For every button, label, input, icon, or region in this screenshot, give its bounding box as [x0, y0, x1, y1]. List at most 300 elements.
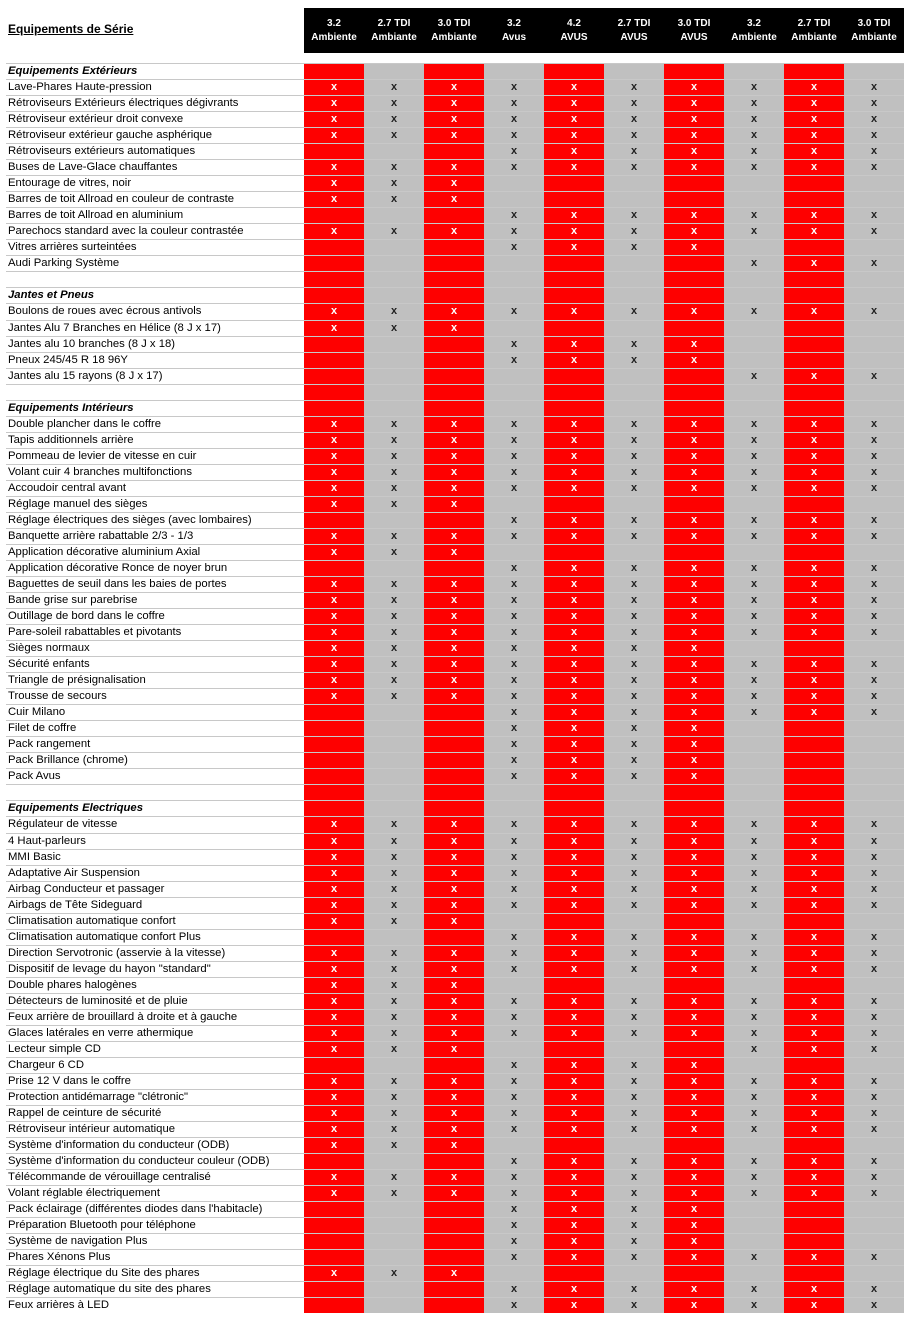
feature-cell [844, 1266, 904, 1281]
feature-cell: x [484, 1186, 544, 1201]
feature-cell: x [484, 96, 544, 111]
feature-cell: x [844, 1042, 904, 1057]
feature-cell: x [664, 449, 724, 464]
section-row [6, 287, 904, 303]
feature-cell: x [784, 850, 844, 865]
column-header-engine: 3.2 [327, 17, 341, 29]
feature-cell: x [364, 577, 424, 592]
feature-label: Dispositif de levage du hayon "standard" [8, 962, 211, 975]
feature-cell: x [784, 609, 844, 624]
feature-cell: x [724, 673, 784, 688]
feature-cell: x [304, 433, 364, 448]
feature-cell [364, 208, 424, 223]
feature-cell: x [304, 1266, 364, 1281]
feature-cell [724, 1058, 784, 1073]
spacer-row [6, 784, 904, 800]
table-row [6, 191, 904, 207]
feature-cell: x [364, 80, 424, 95]
feature-cell: x [784, 673, 844, 688]
feature-cell: x [544, 657, 604, 672]
feature-label: Trousse de secours [8, 690, 107, 703]
feature-cell: x [724, 1010, 784, 1025]
feature-cell: x [664, 417, 724, 432]
table-row [6, 720, 904, 736]
feature-cell: x [364, 224, 424, 239]
feature-cell: x [664, 898, 724, 913]
feature-cell: x [304, 882, 364, 897]
feature-cell [304, 208, 364, 223]
feature-cell: x [604, 208, 664, 223]
feature-cell [664, 978, 724, 993]
feature-cell [304, 801, 364, 816]
feature-cell [364, 1154, 424, 1169]
table-row [6, 223, 904, 239]
feature-cell: x [484, 721, 544, 736]
table-row [6, 1073, 904, 1089]
feature-cell: x [784, 1106, 844, 1121]
feature-cell: x [544, 513, 604, 528]
feature-cell: x [544, 1090, 604, 1105]
feature-cell: x [784, 433, 844, 448]
feature-cell: x [544, 112, 604, 127]
feature-cell: x [604, 1202, 664, 1217]
table-row [6, 640, 904, 656]
feature-cell [844, 545, 904, 560]
feature-label: MMI Basic [8, 850, 61, 863]
feature-cell: x [484, 641, 544, 656]
feature-cell: x [664, 1090, 724, 1105]
feature-cell: x [544, 641, 604, 656]
feature-label: Airbag Conducteur et passager [8, 882, 165, 895]
feature-label: Lave-Phares Haute-pression [8, 81, 152, 94]
feature-cell: x [484, 834, 544, 849]
feature-cell: x [604, 1122, 664, 1137]
feature-cell: x [844, 513, 904, 528]
feature-cell: x [664, 337, 724, 352]
feature-cell: x [724, 866, 784, 881]
feature-cell: x [604, 1058, 664, 1073]
feature-cell: x [664, 529, 724, 544]
feature-cell [364, 930, 424, 945]
feature-cell: x [784, 1250, 844, 1265]
feature-cell: x [724, 882, 784, 897]
feature-cell: x [784, 304, 844, 319]
feature-cell: x [664, 1106, 724, 1121]
column-header-engine: 3.0 TDI [437, 17, 471, 29]
feature-cell [604, 497, 664, 512]
feature-cell: x [604, 753, 664, 768]
feature-label: Adaptative Air Suspension [8, 866, 140, 879]
feature-cell: x [604, 930, 664, 945]
section-row [6, 63, 904, 79]
feature-cell [544, 545, 604, 560]
feature-cell [784, 1202, 844, 1217]
feature-cell: x [304, 417, 364, 432]
column-header-engine: 2.7 TDI [617, 17, 651, 29]
feature-cell: x [604, 160, 664, 175]
feature-cell: x [424, 128, 484, 143]
feature-cell: x [304, 834, 364, 849]
feature-cell [544, 785, 604, 800]
feature-cell [364, 753, 424, 768]
feature-label: Jantes alu 15 rayons (8 J x 17) [8, 369, 163, 382]
column-header [544, 8, 604, 53]
feature-label: Filet de coffre [8, 722, 77, 735]
table-row [6, 464, 904, 480]
feature-cell: x [784, 112, 844, 127]
feature-cell [604, 321, 664, 336]
feature-cell [724, 385, 784, 400]
feature-cell [724, 272, 784, 287]
section-title: Equipements Extérieurs [8, 65, 138, 77]
feature-cell: x [304, 1106, 364, 1121]
feature-cell: x [724, 529, 784, 544]
feature-cell: x [604, 433, 664, 448]
feature-cell [364, 1218, 424, 1233]
feature-cell: x [484, 481, 544, 496]
feature-cell: x [604, 529, 664, 544]
feature-cell [844, 769, 904, 784]
feature-cell: x [664, 721, 724, 736]
feature-cell: x [544, 946, 604, 961]
feature-cell: x [784, 898, 844, 913]
table-row [6, 897, 904, 913]
feature-cell [364, 1202, 424, 1217]
feature-cell: x [724, 577, 784, 592]
feature-label: Préparation Bluetooth pour téléphone [8, 1219, 196, 1232]
feature-cell: x [424, 1170, 484, 1185]
table-row [6, 239, 904, 255]
feature-cell: x [484, 609, 544, 624]
feature-cell: x [784, 96, 844, 111]
feature-cell [604, 385, 664, 400]
feature-cell [724, 641, 784, 656]
feature-cell: x [604, 1074, 664, 1089]
table-row [6, 1185, 904, 1201]
feature-cell: x [544, 577, 604, 592]
feature-cell: x [484, 737, 544, 752]
feature-cell: x [844, 1026, 904, 1041]
table-row [6, 1057, 904, 1073]
feature-cell [664, 914, 724, 929]
feature-cell [304, 1250, 364, 1265]
feature-cell [664, 176, 724, 191]
feature-cell: x [304, 978, 364, 993]
feature-cell [844, 753, 904, 768]
feature-cell: x [664, 561, 724, 576]
feature-cell: x [544, 337, 604, 352]
table-row [6, 1009, 904, 1025]
feature-cell [424, 1282, 484, 1297]
feature-cell: x [784, 817, 844, 832]
feature-cell: x [604, 689, 664, 704]
feature-cell: x [724, 817, 784, 832]
feature-cell: x [304, 593, 364, 608]
feature-label: Double phares halogènes [8, 978, 137, 991]
feature-cell [604, 1042, 664, 1057]
feature-cell [604, 369, 664, 384]
table-row [6, 1105, 904, 1121]
feature-cell [304, 385, 364, 400]
column-header-bar [304, 8, 904, 53]
column-header-trim: Ambiante [431, 31, 477, 43]
feature-cell: x [724, 834, 784, 849]
feature-cell [844, 801, 904, 816]
feature-cell [844, 1138, 904, 1153]
feature-cell [424, 753, 484, 768]
feature-cell: x [784, 417, 844, 432]
feature-cell: x [724, 465, 784, 480]
feature-cell: x [424, 882, 484, 897]
feature-cell: x [604, 641, 664, 656]
feature-label: Rappel de ceinture de sécurité [8, 1107, 162, 1120]
feature-cell: x [844, 128, 904, 143]
feature-cell [544, 272, 604, 287]
feature-cell: x [604, 609, 664, 624]
feature-cell [844, 1058, 904, 1073]
feature-cell: x [364, 1074, 424, 1089]
feature-cell [544, 401, 604, 416]
feature-cell: x [544, 962, 604, 977]
table-row [6, 207, 904, 223]
feature-cell: x [544, 625, 604, 640]
feature-cell [604, 1266, 664, 1281]
feature-cell [304, 256, 364, 271]
feature-cell [724, 1234, 784, 1249]
feature-cell [424, 1154, 484, 1169]
feature-cell [544, 1138, 604, 1153]
feature-cell: x [604, 850, 664, 865]
feature-cell: x [844, 673, 904, 688]
feature-label: Boulons de roues avec écrous antivols [8, 305, 202, 318]
feature-cell: x [364, 433, 424, 448]
column-header [844, 8, 904, 53]
table-row [6, 1153, 904, 1169]
feature-cell: x [424, 994, 484, 1009]
feature-cell: x [304, 946, 364, 961]
feature-cell: x [724, 850, 784, 865]
feature-cell [424, 1058, 484, 1073]
feature-cell: x [484, 1298, 544, 1313]
feature-cell: x [604, 128, 664, 143]
feature-cell [484, 401, 544, 416]
feature-cell: x [364, 1042, 424, 1057]
feature-cell: x [484, 1058, 544, 1073]
feature-cell [844, 1202, 904, 1217]
feature-cell: x [544, 481, 604, 496]
feature-cell [424, 353, 484, 368]
feature-cell: x [604, 705, 664, 720]
feature-cell [424, 1234, 484, 1249]
feature-cell: x [424, 898, 484, 913]
feature-cell: x [424, 1074, 484, 1089]
feature-cell [364, 1058, 424, 1073]
feature-cell [784, 545, 844, 560]
feature-cell [424, 288, 484, 303]
feature-cell: x [364, 1138, 424, 1153]
feature-cell: x [484, 962, 544, 977]
feature-label: Système de navigation Plus [8, 1235, 148, 1248]
feature-cell [664, 1266, 724, 1281]
feature-cell [304, 64, 364, 79]
feature-cell: x [304, 192, 364, 207]
feature-cell: x [664, 240, 724, 255]
feature-cell: x [544, 144, 604, 159]
feature-cell: x [424, 834, 484, 849]
feature-cell: x [844, 657, 904, 672]
feature-cell: x [664, 593, 724, 608]
feature-cell: x [784, 1010, 844, 1025]
feature-cell: x [844, 882, 904, 897]
feature-label: Rétroviseurs extérieurs automatiques [8, 145, 196, 158]
feature-cell: x [784, 1090, 844, 1105]
feature-cell: x [544, 817, 604, 832]
feature-cell: x [844, 529, 904, 544]
feature-cell: x [844, 144, 904, 159]
feature-cell [784, 497, 844, 512]
feature-cell [424, 785, 484, 800]
feature-cell [604, 801, 664, 816]
feature-label: Cuir Milano [8, 706, 66, 719]
feature-cell [424, 64, 484, 79]
feature-cell: x [604, 304, 664, 319]
feature-cell [724, 769, 784, 784]
feature-cell [844, 176, 904, 191]
feature-cell: x [844, 817, 904, 832]
feature-cell: x [424, 433, 484, 448]
table-row [6, 993, 904, 1009]
feature-cell: x [724, 625, 784, 640]
feature-cell: x [724, 962, 784, 977]
feature-cell: x [544, 465, 604, 480]
feature-cell: x [484, 769, 544, 784]
feature-cell: x [484, 304, 544, 319]
feature-cell: x [304, 128, 364, 143]
feature-cell: x [604, 866, 664, 881]
feature-cell: x [364, 641, 424, 656]
feature-cell [784, 321, 844, 336]
table-row [6, 736, 904, 752]
table-row [6, 512, 904, 528]
feature-label: Système d'information du conducteur couleur (ODB) [8, 1155, 270, 1168]
feature-label: Parechocs standard avec la couleur contrastée [8, 225, 244, 238]
table-row [6, 929, 904, 945]
feature-cell [604, 64, 664, 79]
feature-cell: x [424, 96, 484, 111]
feature-cell: x [724, 1042, 784, 1057]
feature-cell [724, 1218, 784, 1233]
feature-cell: x [784, 866, 844, 881]
feature-cell: x [364, 1090, 424, 1105]
feature-cell: x [844, 593, 904, 608]
feature-cell: x [724, 705, 784, 720]
feature-cell: x [304, 850, 364, 865]
feature-cell: x [424, 321, 484, 336]
feature-cell: x [784, 449, 844, 464]
feature-cell: x [724, 256, 784, 271]
table-row [6, 865, 904, 881]
section-row [6, 400, 904, 416]
feature-cell [844, 353, 904, 368]
feature-cell: x [724, 80, 784, 95]
section-title: Jantes et Pneus [8, 289, 95, 302]
feature-label: Application décorative Ronce de noyer brun [8, 561, 228, 574]
feature-cell: x [364, 481, 424, 496]
feature-cell: x [784, 561, 844, 576]
feature-cell [664, 545, 724, 560]
feature-cell [544, 978, 604, 993]
feature-cell: x [484, 1202, 544, 1217]
feature-cell: x [424, 978, 484, 993]
table-row [6, 1121, 904, 1137]
feature-cell: x [664, 433, 724, 448]
feature-cell: x [664, 1234, 724, 1249]
feature-label: Protection antidémarrage "clétronic" [8, 1091, 189, 1103]
feature-cell [664, 1138, 724, 1153]
feature-cell [304, 785, 364, 800]
feature-cell: x [304, 497, 364, 512]
feature-label: Lecteur simple CD [8, 1042, 101, 1055]
feature-cell: x [484, 449, 544, 464]
feature-cell: x [304, 80, 364, 95]
feature-cell: x [364, 529, 424, 544]
feature-cell: x [724, 128, 784, 143]
feature-cell [784, 721, 844, 736]
feature-cell: x [724, 481, 784, 496]
feature-cell [664, 497, 724, 512]
feature-cell: x [424, 866, 484, 881]
feature-cell [724, 176, 784, 191]
feature-cell: x [724, 946, 784, 961]
feature-cell: x [364, 497, 424, 512]
feature-cell: x [544, 1058, 604, 1073]
feature-cell: x [784, 705, 844, 720]
column-header-trim: Ambiente [311, 31, 357, 43]
spacer-row [6, 271, 904, 287]
column-header [304, 8, 364, 53]
feature-cell: x [844, 449, 904, 464]
feature-cell [484, 978, 544, 993]
feature-cell [364, 369, 424, 384]
feature-cell: x [424, 1186, 484, 1201]
table-row [6, 79, 904, 95]
feature-cell: x [424, 304, 484, 319]
section-row [6, 800, 904, 816]
feature-cell: x [784, 1122, 844, 1137]
feature-cell [304, 1282, 364, 1297]
feature-label: Volant cuir 4 branches multifonctions [8, 465, 192, 478]
feature-cell: x [844, 609, 904, 624]
feature-label: Accoudoir central avant [8, 481, 127, 494]
feature-cell: x [604, 481, 664, 496]
feature-cell: x [784, 208, 844, 223]
feature-cell: x [604, 353, 664, 368]
feature-cell: x [664, 834, 724, 849]
feature-cell [544, 192, 604, 207]
feature-cell: x [544, 224, 604, 239]
feature-cell: x [784, 160, 844, 175]
feature-cell: x [544, 433, 604, 448]
feature-cell [364, 737, 424, 752]
feature-cell: x [424, 914, 484, 929]
feature-cell: x [544, 1282, 604, 1297]
feature-cell: x [364, 593, 424, 608]
table-row [6, 656, 904, 672]
feature-cell: x [364, 128, 424, 143]
feature-cell: x [844, 80, 904, 95]
feature-cell [364, 721, 424, 736]
feature-label: Jantes alu 10 branches (8 J x 18) [8, 337, 176, 350]
